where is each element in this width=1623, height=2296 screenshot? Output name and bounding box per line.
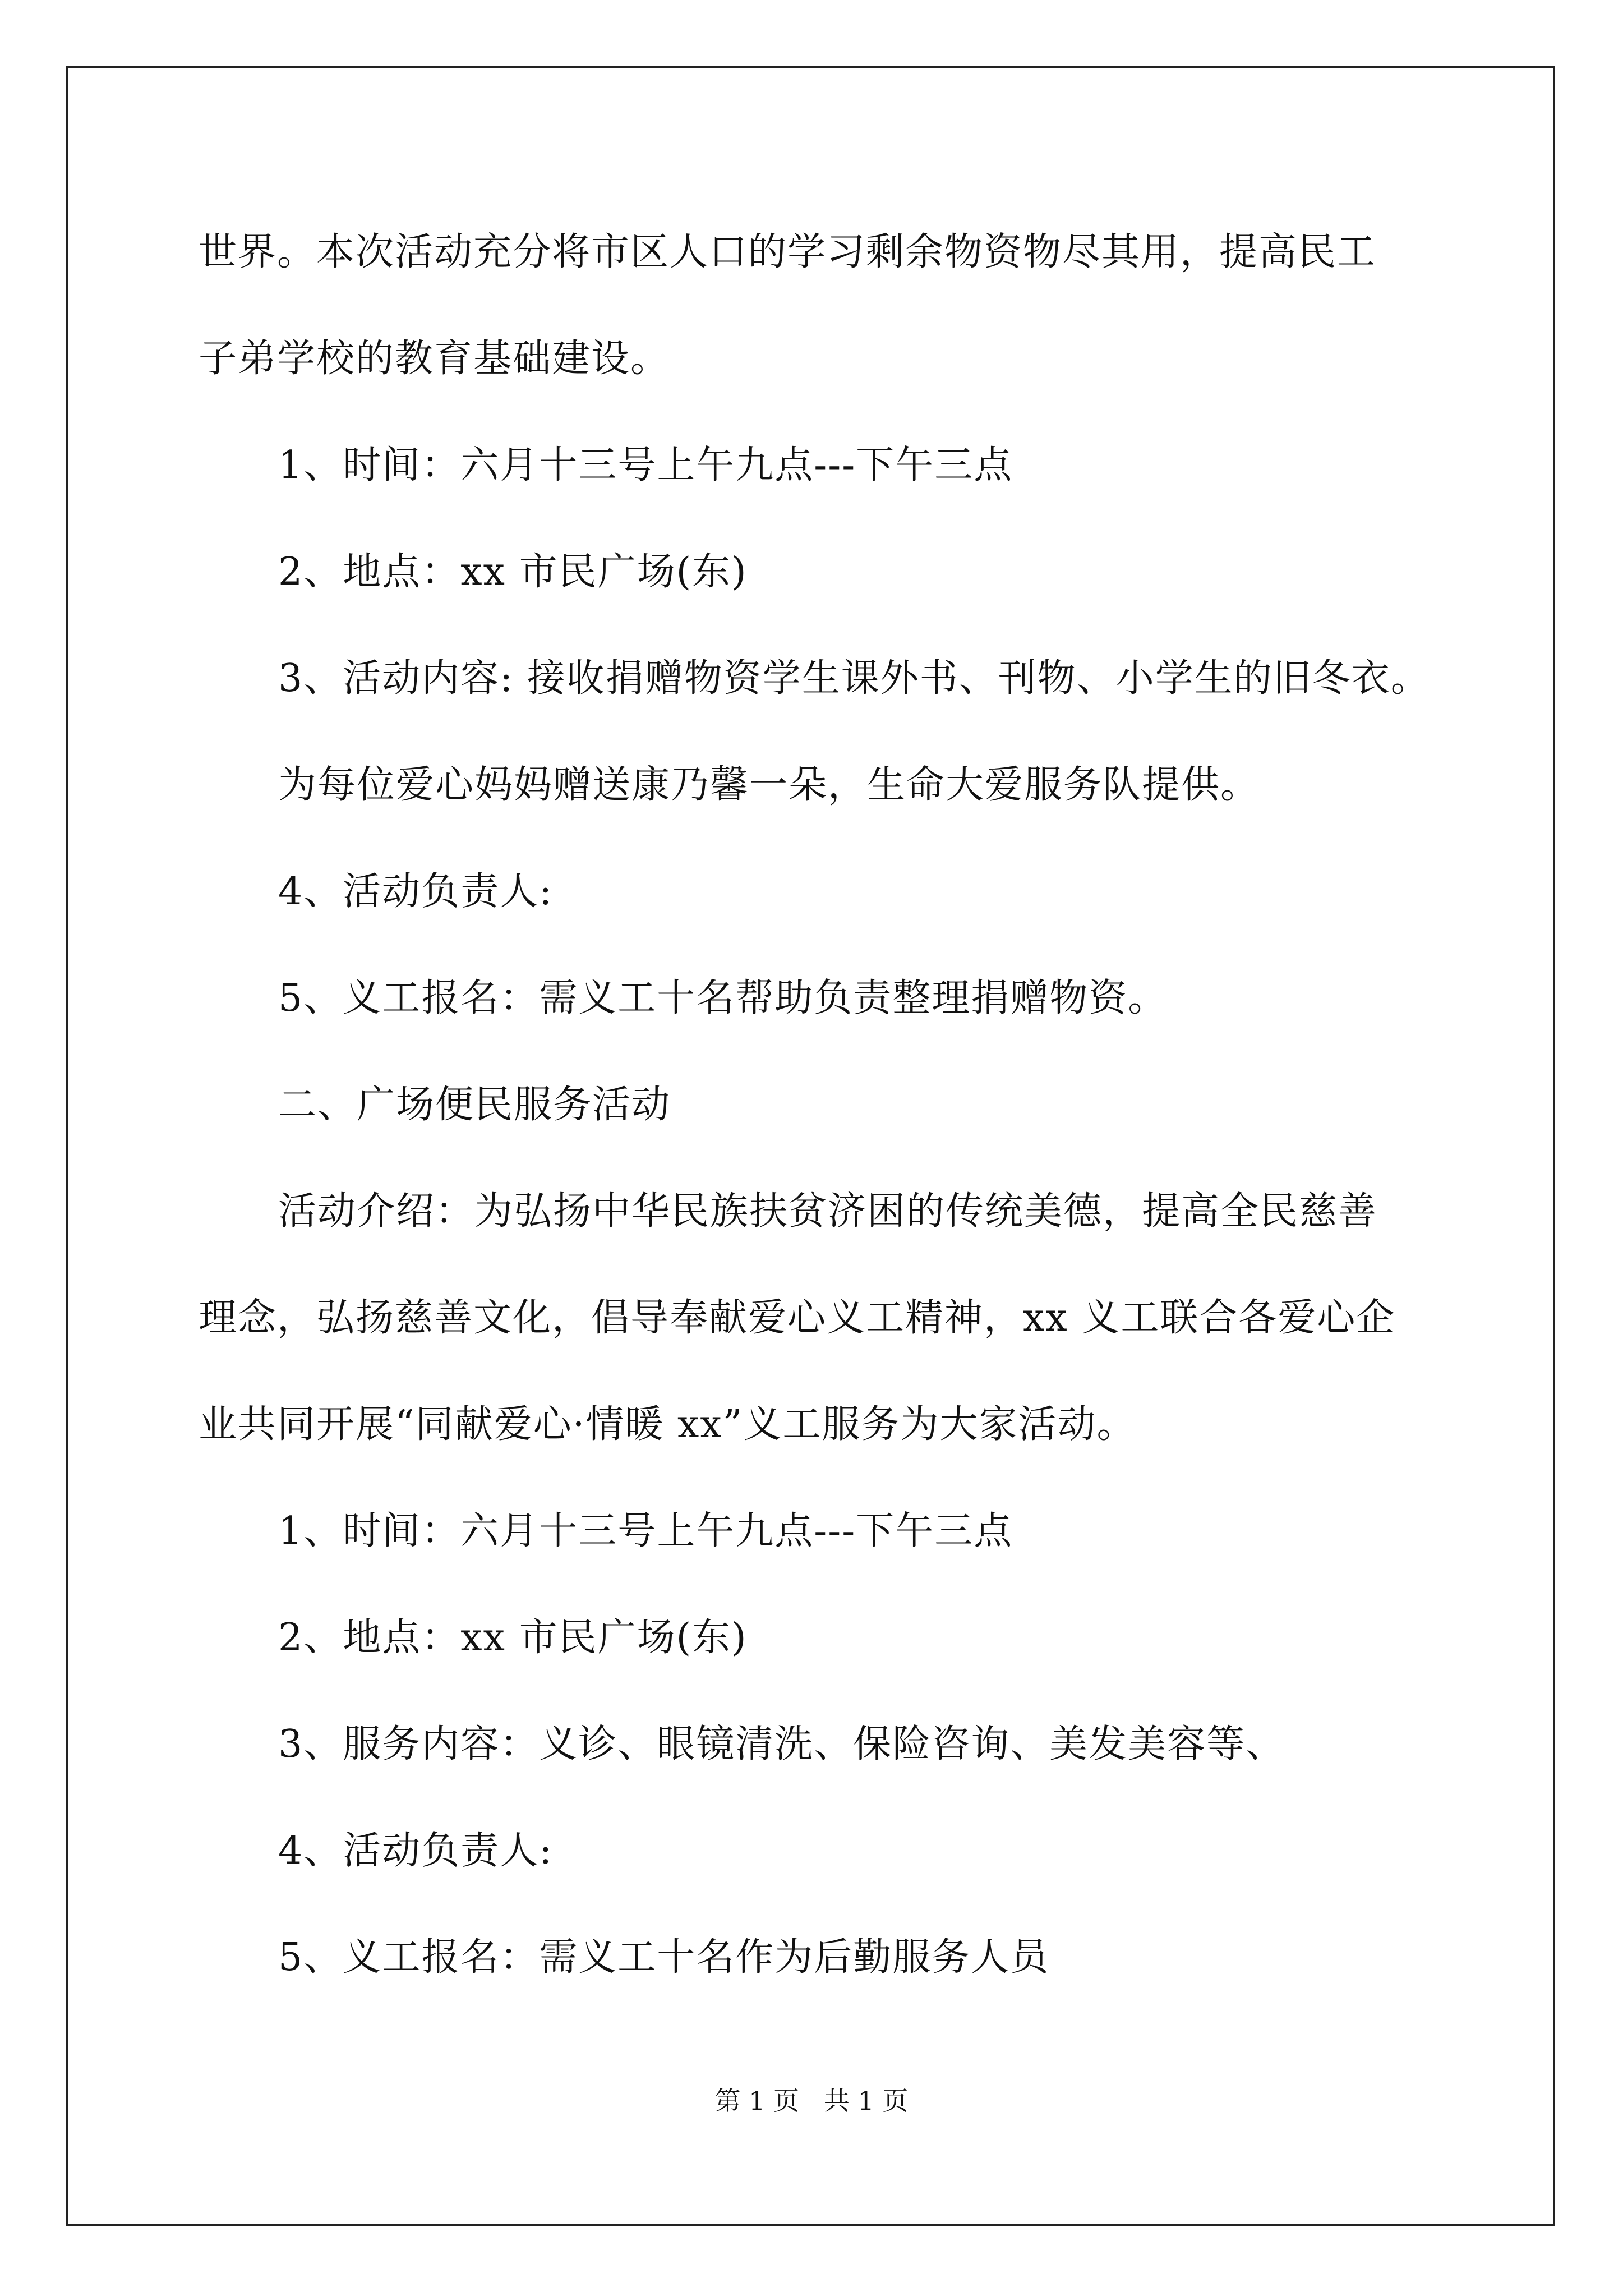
page-footer [0,2084,1623,2118]
body-line-13: 1、时间：六月十三号上午九点---下午三点 [278,1509,1013,1553]
body-line-17: 5、义工报名：需义工十名作为后勤服务人员 [278,1935,1050,1980]
body-line-4: 2、地点：xx 市民广场(东) [278,550,748,594]
body-line-14: 2、地点：xx 市民广场(东) [278,1616,748,1660]
body-line-2: 子弟学校的教育基础建设。 [199,337,670,381]
body-line-10: 活动介绍：为弘扬中华民族扶贫济困的传统美德，提高全民慈善 [278,1189,1378,1234]
body-line-1: 世界。本次活动充分将市区人口的学习剩余物资物尽其用，提高民工 [199,230,1377,274]
body-line-12: 业共同开展“同献爱心·情暖 xx”义工服务为大家活动。 [199,1402,1136,1447]
body-line-5: 3、活动内容: 接收捐赠物资学生课外书、刊物、小学生的旧冬衣。 [278,656,1430,701]
body-line-6: 为每位爱心妈妈赠送康乃馨一朵，生命大爱服务队提供。 [278,763,1260,807]
section-heading: 二、广场便民服务活动 [278,1083,671,1127]
body-line-11: 理念，弘扬慈善文化，倡导奉献爱心义工精神，xx 义工联合各爱心企 [199,1296,1396,1340]
document-body [199,219,1430,2031]
body-line-8: 5、义工报名：需义工十名帮助负责整理捐赠物资。 [278,976,1168,1020]
page-number-label: 第 1 页 共 1 页 [714,2086,909,2116]
body-line-16: 4、活动负责人: [278,1829,554,1873]
body-line-3: 1、时间：六月十三号上午九点---下午三点 [278,443,1013,487]
body-line-15: 3、服务内容：义诊、眼镜清洗、保险咨询、美发美容等、 [278,1722,1285,1766]
body-line-7: 4、活动负责人: [278,869,554,914]
